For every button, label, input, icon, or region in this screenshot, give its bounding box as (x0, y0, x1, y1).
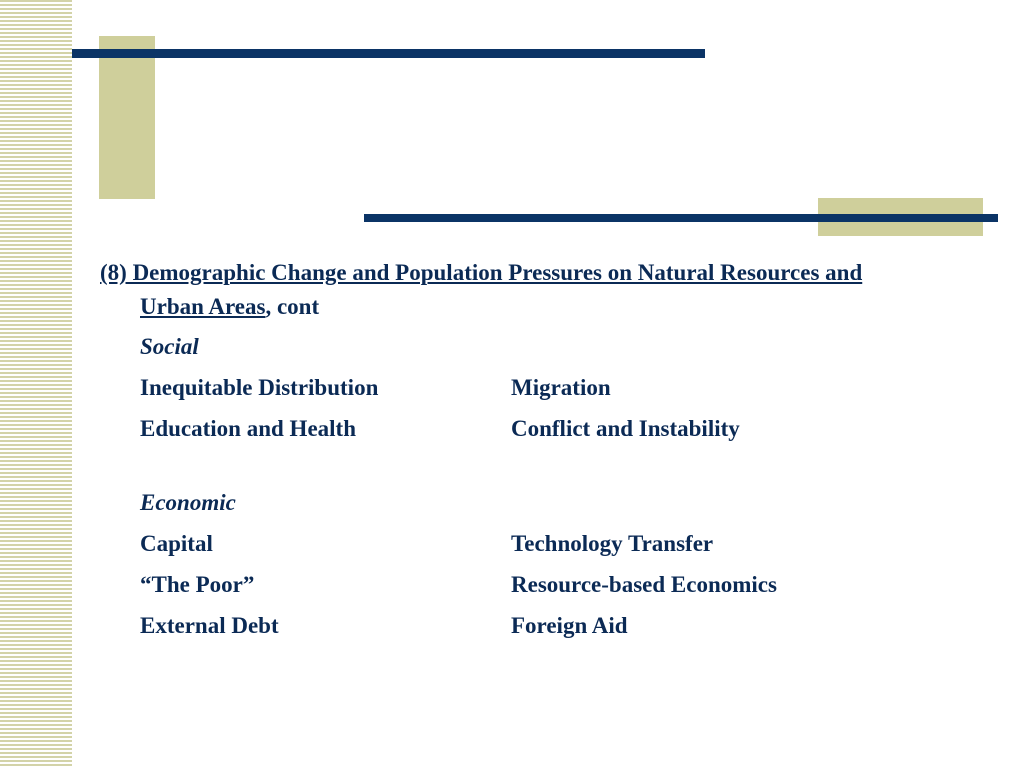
social-item-left: Education and Health (140, 416, 356, 441)
slide-content (100, 256, 900, 643)
economic-item-left: “The Poor” (140, 572, 255, 597)
economic-item-right: Technology Transfer (511, 531, 714, 556)
section-spacer (100, 446, 900, 486)
section-label-economic: Economic (140, 490, 236, 515)
economic-row (100, 527, 900, 561)
economic-row (100, 568, 900, 602)
economic-item-right: Resource-based Economics (511, 572, 777, 597)
slide-title (100, 256, 900, 324)
economic-row (100, 609, 900, 643)
section-label-social: Social (140, 334, 199, 359)
social-row (100, 412, 900, 446)
social-item-left: Inequitable Distribution (140, 375, 379, 400)
slide-title-underlined: (8) Demographic Change and Population Pressures on Natural Resources and Urban Areas (100, 260, 863, 319)
decorative-rule-top (72, 49, 705, 58)
economic-item-right: Foreign Aid (511, 613, 628, 638)
social-item-right: Migration (511, 375, 611, 400)
social-row (100, 371, 900, 405)
slide-title-suffix: , cont (265, 294, 320, 319)
economic-item-left: Capital (140, 531, 213, 556)
economic-item-left: External Debt (140, 613, 279, 638)
decorative-olive-block-left (99, 36, 155, 199)
decorative-rule-bottom (364, 214, 998, 222)
decorative-stripe-band (0, 0, 72, 768)
social-item-right: Conflict and Instability (511, 416, 740, 441)
